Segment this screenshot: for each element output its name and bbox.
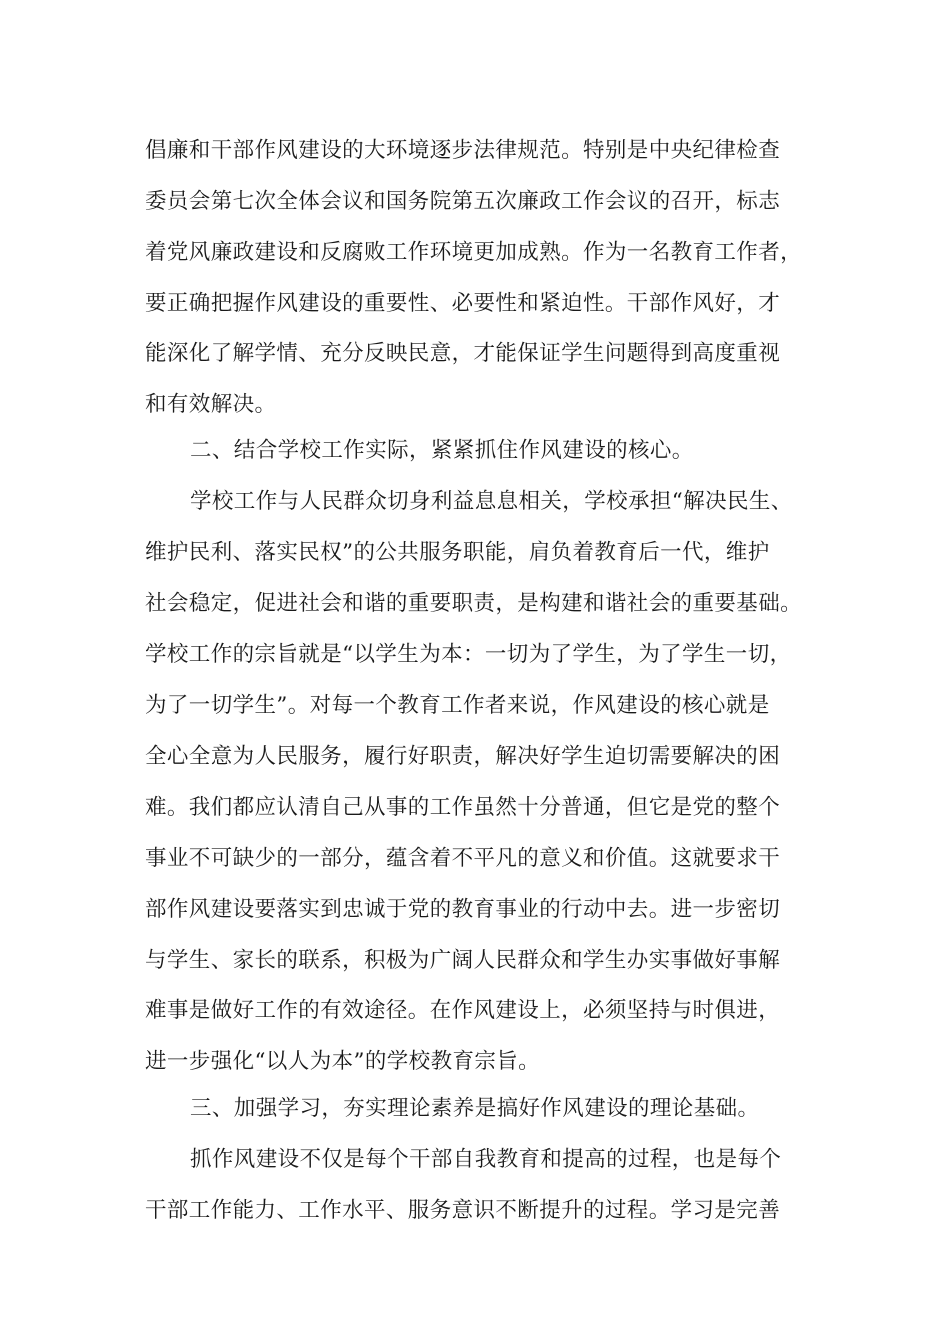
text-line: 全心全意为人民服务，履行好职责，解决好学生迫切需要解决的困	[145, 744, 781, 769]
text-line: 学校工作的宗旨就是“以学生为本：一切为了学生，为了学生一切，	[145, 642, 792, 667]
text-line: 学校工作与人民群众切身利益息息相关，学校承担“解决民生、	[190, 489, 793, 514]
text-line: 委员会第七次全体会议和国务院第五次廉政工作会议的召开，标志	[145, 189, 781, 214]
text-line: 和有效解决。	[145, 392, 277, 417]
text-line: 为了一切学生”。对每一个教育工作者来说，作风建设的核心就是	[145, 693, 770, 718]
text-line: 着党风廉政建设和反腐败工作环境更加成熟。作为一名教育工作者，	[145, 240, 803, 265]
text-line: 社会稳定，促进社会和谐的重要职责，是构建和谐社会的重要基础。	[145, 591, 803, 616]
section-heading: 三、加强学习，夯实理论素养是搞好作风建设的理论基础。	[190, 1096, 760, 1121]
text-line: 能深化了解学情、充分反映民意，才能保证学生问题得到高度重视	[145, 341, 781, 366]
text-line: 维护民利、落实民权”的公共服务职能，肩负着教育后一代，维护	[145, 540, 770, 565]
text-line: 干部工作能力、工作水平、服务意识不断提升的过程。学习是完善	[145, 1198, 781, 1223]
text-line: 难。我们都应认清自己从事的工作虽然十分普通，但它是党的整个	[145, 795, 781, 820]
text-line: 难事是做好工作的有效途径。在作风建设上，必须坚持与时俱进，	[145, 998, 781, 1023]
text-line: 事业不可缺少的一部分，蕴含着不平凡的意义和价值。这就要求干	[145, 846, 781, 871]
text-line: 抓作风建设不仅是每个干部自我教育和提高的过程，也是每个	[190, 1147, 782, 1172]
text-line: 倡廉和干部作风建设的大环境逐步法律规范。特别是中央纪律检查	[145, 138, 781, 163]
text-line: 部作风建设要落实到忠诚于党的教育事业的行动中去。进一步密切	[145, 897, 781, 922]
text-line: 要正确把握作风建设的重要性、必要性和紧迫性。干部作风好，才	[145, 291, 781, 316]
text-line: 与学生、家长的联系，积极为广阔人民群众和学生办实事做好事解	[145, 948, 781, 973]
section-heading: 二、结合学校工作实际，紧紧抓住作风建设的核心。	[190, 438, 694, 463]
text-line: 进一步强化“以人为本”的学校教育宗旨。	[145, 1049, 541, 1074]
